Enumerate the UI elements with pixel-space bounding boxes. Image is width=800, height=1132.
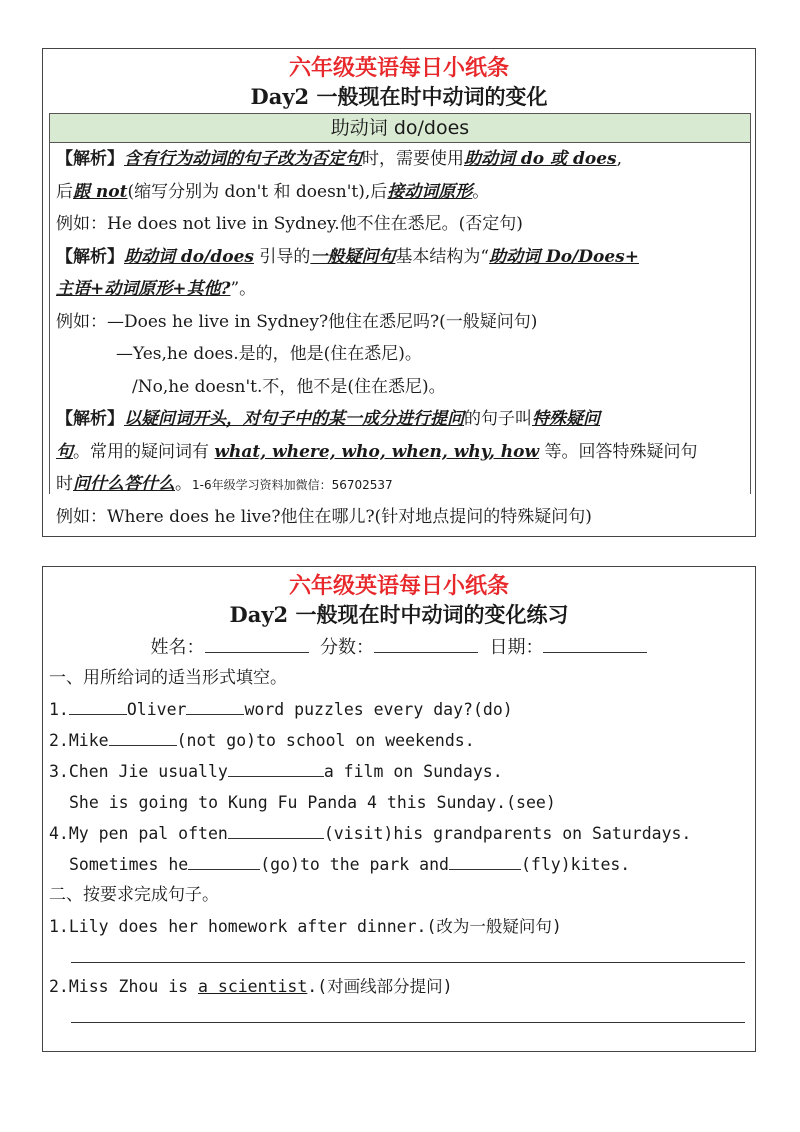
question-3: 3.Chen Jie usually a film on Sundays. [49,756,749,787]
name-field[interactable] [205,634,309,653]
answer-line[interactable] [71,962,745,963]
answer-blank[interactable] [109,727,177,746]
note-line: 【解析】以疑问词开头，对句子中的某一成分进行提问的句子叫特殊疑问 [56,409,600,429]
answer-blank[interactable] [228,758,324,777]
card-subtitle: Day2 一般现在时中动词的变化 [250,84,548,109]
question-3-line-2: She is going to Kung Fu Panda 4 this Sunday.(see) [69,793,556,812]
wechat-note: 1-6年级学习资料加微信：56702537 [192,478,393,492]
name-label: 姓名： [150,637,205,658]
answer-blank[interactable] [449,851,521,870]
question-2: 2.Mike (not go)to school on weekends. [49,725,749,756]
student-info-row [43,633,755,663]
section-header: 助动词 do/does [49,113,751,143]
example-line: /No,he doesn't.不，他不是(住在悉尼)。 [132,376,446,397]
example-line: —Yes,he does.是的，他是(住在悉尼)。 [116,344,422,364]
score-label: 分数： [320,637,374,658]
note-line: 句。常用的疑问词有 what, where, who, when, why, how 等。回答特殊疑问句 [56,441,698,462]
answer-blank[interactable] [228,820,324,839]
card-subtitle: Day2 一般现在时中动词的变化练习 [229,602,569,627]
answer-blank[interactable] [69,696,127,715]
exercise-body [43,663,755,1023]
note-line: 【解析】助动词 do/does 引导的一般疑问句基本结构为“助动词 Do/Does+ [56,246,639,267]
note-line: 时问什么答什么。1-6年级学习资料加微信：56702537 [56,474,393,494]
question-4-line-2: Sometimes he (go)to the park and (fly)kites. [49,849,749,880]
part2-heading: 二、按要求完成句子。 [49,885,219,905]
notes-card [42,48,756,537]
example-line: 例如：He does not live in Sydney.他不住在悉尼。(否定句) [56,214,523,234]
question-1: 1. Oliver word puzzles every day?(do) [49,694,749,725]
note-line: 主语+动词原形+其他?”。 [56,279,257,299]
date-field[interactable] [543,634,647,653]
rewrite-2: 2.Miss Zhou is a scientist.(对画线部分提问) [49,977,453,996]
question-4: 4.My pen pal often (visit)his grandparents on Saturdays. [49,818,749,849]
card-title: 六年级英语每日小纸条 [288,574,509,599]
note-line: 【解析】含有行为动词的句子改为否定句时，需要使用助动词 do 或 does, [56,149,622,169]
answer-blank[interactable] [188,851,260,870]
card-title: 六年级英语每日小纸条 [288,56,509,81]
part1-heading: 一、用所给词的适当形式填空。 [49,668,287,688]
exercise-card [42,566,756,1052]
notes-body [49,143,751,527]
answer-line[interactable] [71,1022,745,1023]
rewrite-1: 1.Lily does her homework after dinner.(改为一般疑问句) [49,917,562,936]
example-line: 例如：—Does he live in Sydney?他住在悉尼吗?(一般疑问句) [56,311,538,332]
score-field[interactable] [374,634,478,653]
answer-blank[interactable] [186,696,244,715]
example-line: 例如：Where does he live?他住在哪儿?(针对地点提问的特殊疑问句) [56,506,592,527]
note-line: 后跟 not(缩写分别为 don't 和 doesn't),后接动词原形。 [56,181,490,202]
date-label: 日期： [489,637,544,658]
